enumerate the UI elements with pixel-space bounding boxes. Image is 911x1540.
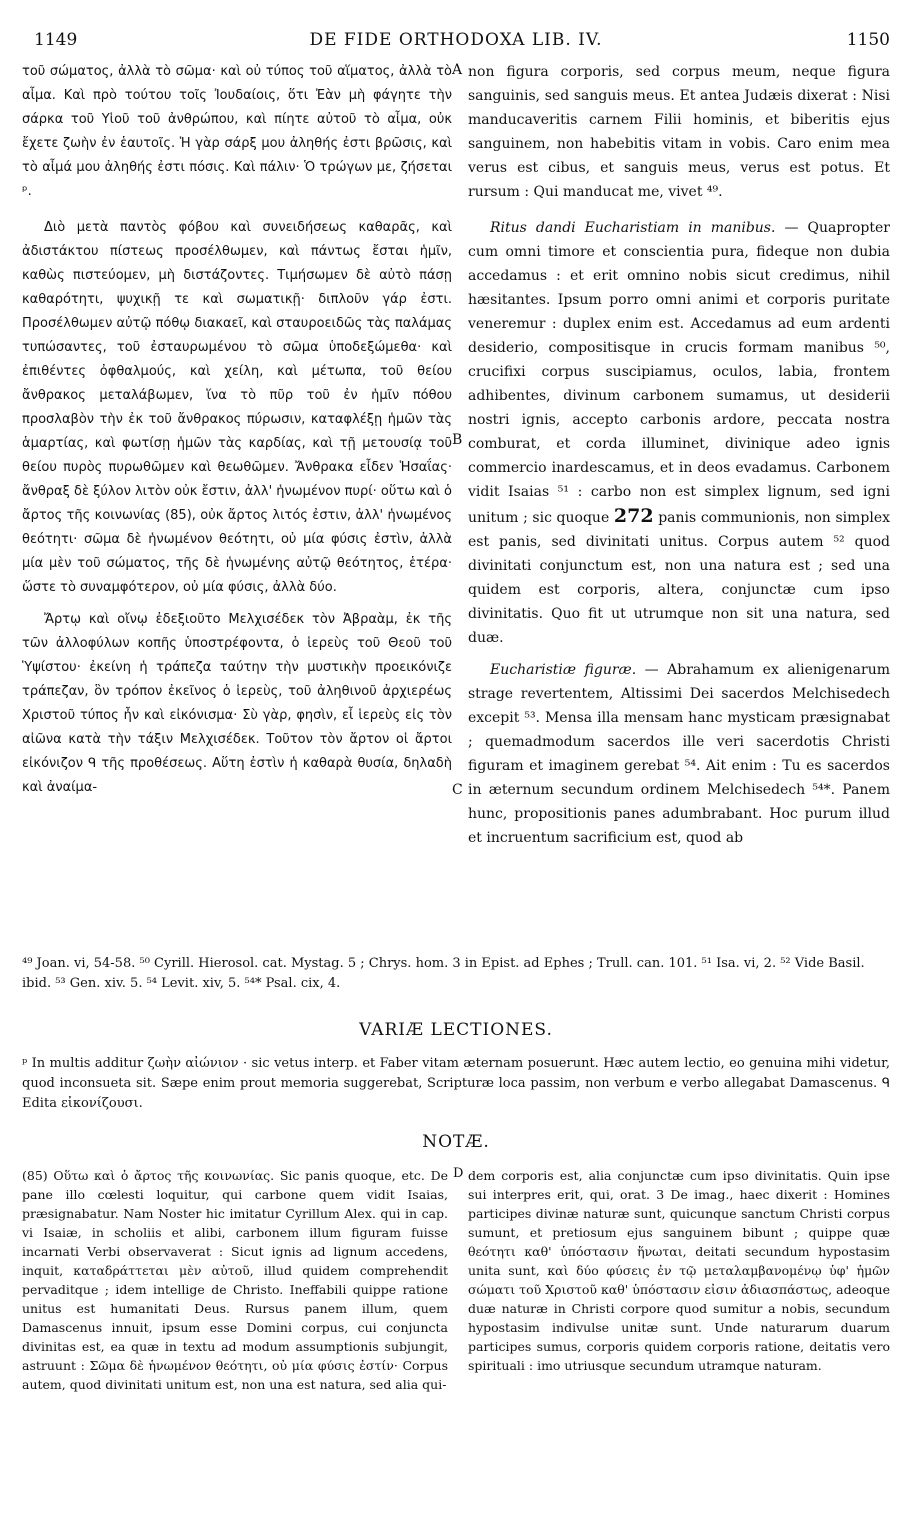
page xyxy=(22,30,890,1392)
margin-letter-c: C xyxy=(452,782,463,798)
margin-letter-a: A xyxy=(452,62,463,78)
footnotes: ⁴⁹ Joan. vi, 54-58. ⁵⁰ Cyrill. Hierosol. cat. Mystag. 5 ; Chrys. hom. 3 in Epist. ad Ephes ; Trull. can. 101. ⁵¹ Isa. vi, 2. ⁵² Vide Basil. ibid. ⁵³ Gen. xiv. 5. ⁵⁴ Levit. xiv, 5. ⁵⁴* Psal. cix, 4. xyxy=(22,956,865,991)
main-columns xyxy=(22,60,890,870)
page-mark: 272 xyxy=(613,505,654,527)
latin-paragraph-1: non figura corporis, sed corpus meum, neque figura sanguinis, sed sanguis meus. Et antea Judæis dixerat : Nisi manducaveritis carnem Filii hominis, et biberitis ejus sanguinem, non habebitis vitam in vobis. Caro enim mea verus est cibus, et sanguis meus, verus est potus. Et rursum : Qui manducat me, vivet ⁴⁹. xyxy=(468,64,890,200)
greek-column xyxy=(22,60,452,800)
latin-paragraph-2b-text: panis communionis, non simplex est panis, sed divinitati unitus. Corpus autem ⁵² quod divinitati conjunctum est, non una natura est ; sed una quidem est corporis, altera, conjunctæ cum ipso divinitatis. Quo fit ut utrumque non sit una natura, sed duæ. xyxy=(468,510,890,646)
latin-column xyxy=(468,60,890,850)
latin-paragraph-2 xyxy=(468,216,890,650)
latin-heading-ritus: Ritus dandi Eucharistiam in manibus. xyxy=(490,220,776,236)
latin-paragraph-3 xyxy=(468,658,890,850)
margin-letter-d: D xyxy=(453,1166,464,1181)
latin-paragraph-2-text: — Quapropter cum omni timore et conscientia pura, fideque non dubia accedamus : et erit omnino nobis sicut credimus, nihil hæsitantes. Ipsum porro omni animi et corporis puritate veneremur : duplex enim est. Accedamus ad eum ardenti desiderio, compositisque in crucis formam manibus ⁵⁰, crucifixi corpus suscipiamus, oculos, labia, frontem adhibentes, divinum carbonem sumamus, ut desiderii nostri ignis, accepto carbonis ardore, peccata nostra comburat, et corda illuminet, divinique adeo ignis commercio inardescamus, et in deos evadamus. Carbonem vidit Isaias ⁵¹ : carbo non est simplex lignum, sed igni unitum ; sic quoque xyxy=(468,220,890,526)
latin-heading-figurae: Eucharistiæ figuræ. xyxy=(490,662,637,678)
running-title: DE FIDE ORTHODOXA LIB. IV. xyxy=(309,30,603,50)
margin-letter-b: B xyxy=(452,432,463,448)
greek-paragraph-1: τοῦ σώματος, ἀλλὰ τὸ σῶμα· καὶ οὐ τύπος τοῦ αἵματος, ἀλλὰ τὸ αἷμα. Καὶ πρὸ τούτου τοῖς Ἰουδαίοις, ὅτι Ἐὰν μὴ φάγητε τὴν σάρκα τοῦ Υἱοῦ τοῦ ἀνθρώπου, καὶ πίητε αὐτοῦ τὸ αἷμα, οὐκ ἔχετε ζωὴν ἐν ἑαυτοῖς. Ἡ γὰρ σάρξ μου ἀληθής ἐστι βρῶσις, καὶ τὸ αἷμά μου ἀληθής ἐστι πόσις. Καὶ πάλιν· Ὁ τρώγων με, ζήσεται ᵖ. xyxy=(22,64,452,199)
notae-left-text: (85) Οὕτω καὶ ὁ ἄρτος τῆς κοινωνίας. Sic panis quoque, etc. De pane illo cœlesti loquitur, qui carbone quem vidit Isaias, præsignabatur. Nam Noster hic imitatur Cyrillum Alex. qui in cap. vi Isaiæ, in scholiis et alibi, carbonem illum figuram fuisse incarnati Verbi observaverat : Sicut ignis ad lignum accedens, inquit, καταδράττεται μὲν αὐτοῦ, illud quidem comprehendit pervaditque ; idem intellige de Christo. Ineffabili quippe ratione unitus est humanitati Deus. Rursus panem illum, quem Damascenus innuit, ipsum esse Domini corpus, cui conjuncta divinitas est, ea quæ in textu ad modum assumptionis subjungit, astruunt : Σῶμα δὲ ἡνωμένον θεότητι, οὐ μία φύσις ἐστίν· Corpus autem, quod divinitati unitum est, non una est natura, sed alia qui- xyxy=(22,1168,448,1392)
latin-paragraph-3-text: — Abrahamum ex alienigenarum strage revertentem, Altissimi Dei sacerdos Melchisedech excepit ⁵³. Mensa illa mensam hanc mysticam præsignabat ; quemadmodum sacerdos ille veri sacerdotis Christi figuram et imaginem gerebat ⁵⁴. Ait enim : Tu es sacerdos in æternum secundum ordinem Melchisedech ⁵⁴*. Panem hunc, propositionis panes adumbrabant. Hoc purum illud et incruentum sacrificium est, quod ab xyxy=(468,662,890,846)
variae-text: ᵖ In multis additur ζωὴν αἰώνιον · sic vetus interp. et Faber vitam æternam posuerunt. Hæc autem lectio, eo genuina mihi videtur, quod inconsueta sit. Sæpe enim prout memoria suggerebat, Scripturæ loca passim, non verbum e verbo allegabat Damascenus. ᑫ Edita εἰκονίζουσι. xyxy=(22,1056,890,1111)
greek-paragraph-2: Διὸ μετὰ παντὸς φόβου καὶ συνειδήσεως καθαρᾶς, καὶ ἀδιστάκτου πίστεως προσέλθωμεν, καὶ πάντως ἔσται ἡμῖν, καθὼς πιστεύομεν, μὴ διστάζοντες. Τιμήσωμεν δὲ αὐτὸ πάσῃ καθαρότητι, ψυχικῇ τε καὶ σωματικῇ· διπλοῦν γάρ ἐστι. Προσέλθωμεν αὐτῷ πόθῳ διακαεῖ, καὶ σταυροειδῶς τὰς παλάμας τυπώσαντες, τοῦ ἐσταυρωμένου τὸ σῶμα ὑποδεξώμεθα· καὶ ἐπιθέντες ὀφθαλμούς, καὶ χείλη, καὶ μέτωπα, τοῦ θείου ἄνθρακος μεταλάβωμεν, ἵνα τὸ πῦρ τοῦ ἐν ἡμῖν πόθου προσλαβὸν τὴν ἐκ τοῦ ἄνθρακος πύρωσιν, καταφλέξῃ ἡμῶν τὰς ἁμαρτίας, καὶ φωτίσῃ ἡμῶν τὰς καρδίας, καὶ τῇ μετουσίᾳ τοῦ θείου πυρὸς πυρωθῶμεν καὶ θεωθῶμεν. Ἄνθρακα εἶδεν Ἡσαΐας· ἄνθραξ δὲ ξύλον λιτὸν οὐκ ἔστιν, ἀλλ' ἡνωμένον πυρί· οὕτω καὶ ὁ ἄρτος τῆς κοινωνίας (85), οὐκ ἄρτος λιτός ἐστιν, ἀλλ' ἡνωμένος θεότητι· σῶμα δὲ ἡνωμένον θεότητι, οὐ μία φύσις ἐστὶν, ἀλλὰ μία μὲν τοῦ σώματος, τῆς δὲ ἡνωμένης αὐτῷ θεότητος, ἑτέρα· ὥστε τὸ συναμφότερον, οὐ μία φύσις, ἀλλὰ δύο. xyxy=(22,220,452,595)
page-number-left: 1149 xyxy=(34,30,78,50)
notae-right-text: dem corporis est, alia conjunctæ cum ipso divinitatis. Quin ipse sui interpres erit, qui, orat. 3 De imag., haec dixerit : Homines participes divinæ naturæ sunt, quicunque sanctum Christi corpus sumunt, et pretiosum ejus sanguinem bibunt ; quippe quæ θεότητι καθ' ὑπόστασιν ἥνωται, deitati secundum hypostasim unita sunt, καὶ δύο φύσεις ἐν τῷ μεταλαμβανομένῳ ὑφ' ἡμῶν σώματι τοῦ Χριστοῦ καθ' ὑπόστασιν εἰσιν ἀδιασπάστως, adeoque duæ naturæ in Christi corpore quod sumitur a nobis, secundum hypostasim indivulse unitæ sunt. Unde naturarum duarum participes sumus, corporis quidem corporis ratione, deitatis vero spirituali : imo utriusque secundum utramque naturam. xyxy=(468,1168,890,1373)
variae-heading: VARIÆ LECTIONES. xyxy=(359,1020,553,1040)
page-number-right: 1150 xyxy=(846,30,890,50)
greek-paragraph-3: Ἄρτῳ καὶ οἴνῳ ἐδεξιοῦτο Μελχισέδεκ τὸν Ἀβραὰμ, ἐκ τῆς τῶν ἀλλοφύλων κοπῆς ὑποστρέφοντα, ὁ ἱερεὺς τοῦ Θεοῦ τοῦ Ὑψίστου· ἐκείνη ἡ τράπεζα ταύτην τὴν μυστικὴν προεικόνιζε τράπεζαν, ὃν τρόπον ἐκεῖνος ὁ ἱερεὺς, τοῦ ἀληθινοῦ ἀρχιερέως Χριστοῦ τύπος ἦν καὶ εἰκόνισμα· Σὺ γὰρ, φησὶν, εἶ ἱερεὺς εἰς τὸν αἰῶνα κατὰ τὴν τάξιν Μελχισέδεκ. Τοῦτον τὸν ἄρτον οἱ ἄρτοι εἰκόνιζον ᑫ τῆς προθέσεως. Αὕτη ἐστὶν ἡ καθαρὰ θυσία, δηλαδὴ καὶ ἀναίμα- xyxy=(22,612,452,795)
running-header xyxy=(22,30,890,60)
notae-heading: NOTÆ. xyxy=(422,1132,490,1152)
notae-left-column xyxy=(22,1166,448,1394)
notae-right-column xyxy=(468,1166,890,1375)
